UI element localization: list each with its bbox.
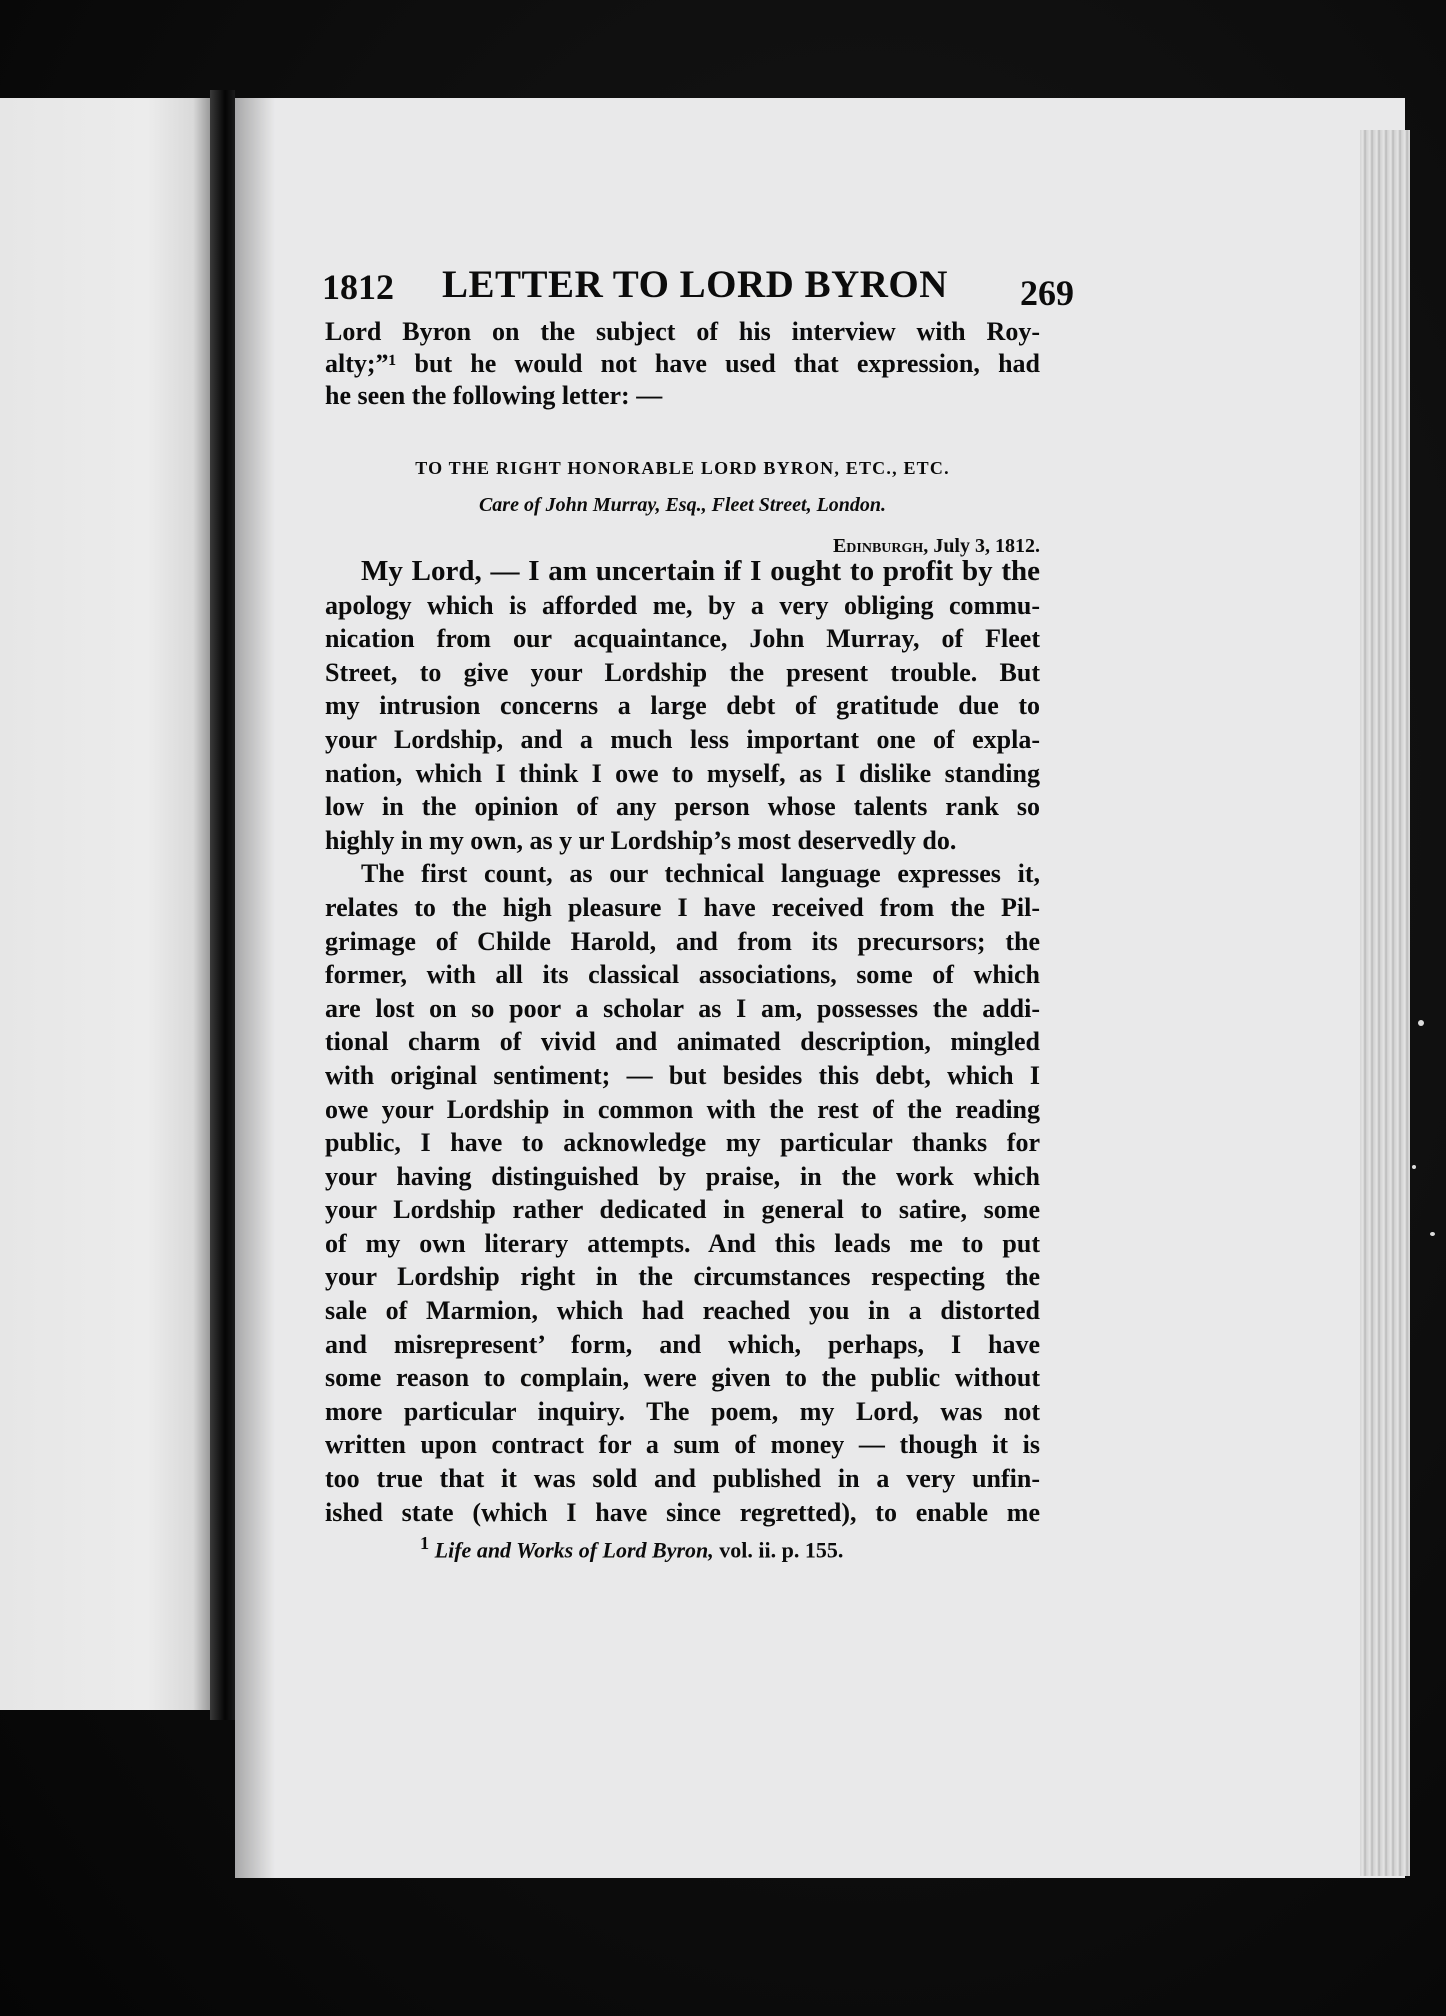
text-line: your Lordship right in the circumstances respecting the <box>325 1262 1040 1292</box>
footnote-title: Life and Works of Lord Byron, <box>434 1537 714 1563</box>
text-line: with original sentiment; — but besides this debt, which I <box>325 1060 1040 1090</box>
left-page <box>0 98 210 1710</box>
running-head <box>322 262 1074 322</box>
text-line: My Lord, — I am uncertain if I ought to profit by the <box>361 555 1040 587</box>
text-line: public, I have to acknowledge my particular thanks for <box>325 1128 1040 1158</box>
text-line: nication from our acquaintance, John Murray, of Fleet <box>325 624 1040 654</box>
text-line: Lord Byron on the subject of his interview with Roy- <box>325 317 1040 346</box>
text-line: of my own literary attempts. And this leads me to put <box>325 1228 1040 1258</box>
letter-address-to: TO THE RIGHT HONORABLE LORD BYRON, ETC., ETC. <box>415 458 950 478</box>
text-line: low in the opinion of any person whose talents rank so <box>325 792 1040 822</box>
text-line: sale of Marmion, which had reached you in a distorted <box>325 1296 1040 1326</box>
scan-speck <box>1412 1165 1416 1169</box>
scan-speck <box>1418 1020 1424 1026</box>
intro-paragraph <box>325 316 1040 412</box>
text-line: written upon contract for a sum of money — though it is <box>325 1430 1040 1460</box>
text-line: your Lordship rather dedicated in general to satire, some <box>325 1195 1040 1225</box>
text-line: your having distinguished by praise, in the work which <box>325 1161 1040 1191</box>
letter-address-care-of: Care of John Murray, Esq., Fleet Street, London. <box>478 494 887 516</box>
text-line: relates to the high pleasure I have received from the Pil- <box>325 892 1040 922</box>
text-line: ished state (which I have since regretted), to enable me <box>325 1497 1040 1527</box>
book-gutter <box>210 90 235 1720</box>
text-line: your Lordship, and a much less important one of expla- <box>325 724 1040 754</box>
text-line: more particular inquiry. The poem, my Lord, was not <box>325 1396 1040 1426</box>
text-line: apology which is afforded me, by a very obliging commu- <box>325 590 1040 620</box>
page-number: 269 <box>1020 273 1074 313</box>
text-line: owe your Lordship in common with the rest of the reading <box>325 1094 1040 1124</box>
text-line: highly in my own, as y ur Lordship’s most deservedly do. <box>325 825 957 855</box>
running-head-year: 1812 <box>322 267 394 307</box>
text-line: alty;”¹ but he would not have used that expression, had <box>325 349 1040 378</box>
text-line: he seen the following letter: — <box>325 381 663 410</box>
text-line: Street, to give your Lordship the present trouble. But <box>325 657 1040 687</box>
footnote-marker: 1 <box>420 1533 430 1553</box>
text-line: some reason to complain, were given to the public without <box>325 1363 1040 1393</box>
running-head-title: LETTER TO LORD BYRON <box>442 263 948 306</box>
text-line: The first count, as our technical language expresses it, <box>361 859 1040 889</box>
text-line: grimage of Childe Harold, and from its precursors; the <box>325 926 1040 956</box>
scan-speck <box>1430 1232 1435 1236</box>
text-line: nation, which I think I owe to myself, as I dislike standing <box>325 758 1040 788</box>
text-line: tional charm of vivid and animated description, mingled <box>325 1027 1040 1057</box>
letter-body <box>325 555 1040 1529</box>
footnote <box>420 1533 843 1563</box>
dateline-date: July 3, 1812. <box>933 535 1040 557</box>
page-edges <box>1360 130 1410 1876</box>
footnote-ref: vol. ii. p. 155. <box>719 1537 844 1563</box>
text-line: are lost on so poor a scholar as I am, possesses the addi- <box>325 993 1040 1023</box>
text-line: former, with all its classical associations, some of which <box>325 960 1040 990</box>
text-line: too true that it was sold and published in a very unfin- <box>325 1464 1040 1494</box>
text-line: my intrusion concerns a large debt of gratitude due to <box>325 691 1040 721</box>
text-line: and misrepresent’ form, and which, perhaps, I have <box>325 1329 1040 1359</box>
dateline-place: Edinburgh, <box>832 535 929 557</box>
page-shadow <box>235 98 275 1878</box>
